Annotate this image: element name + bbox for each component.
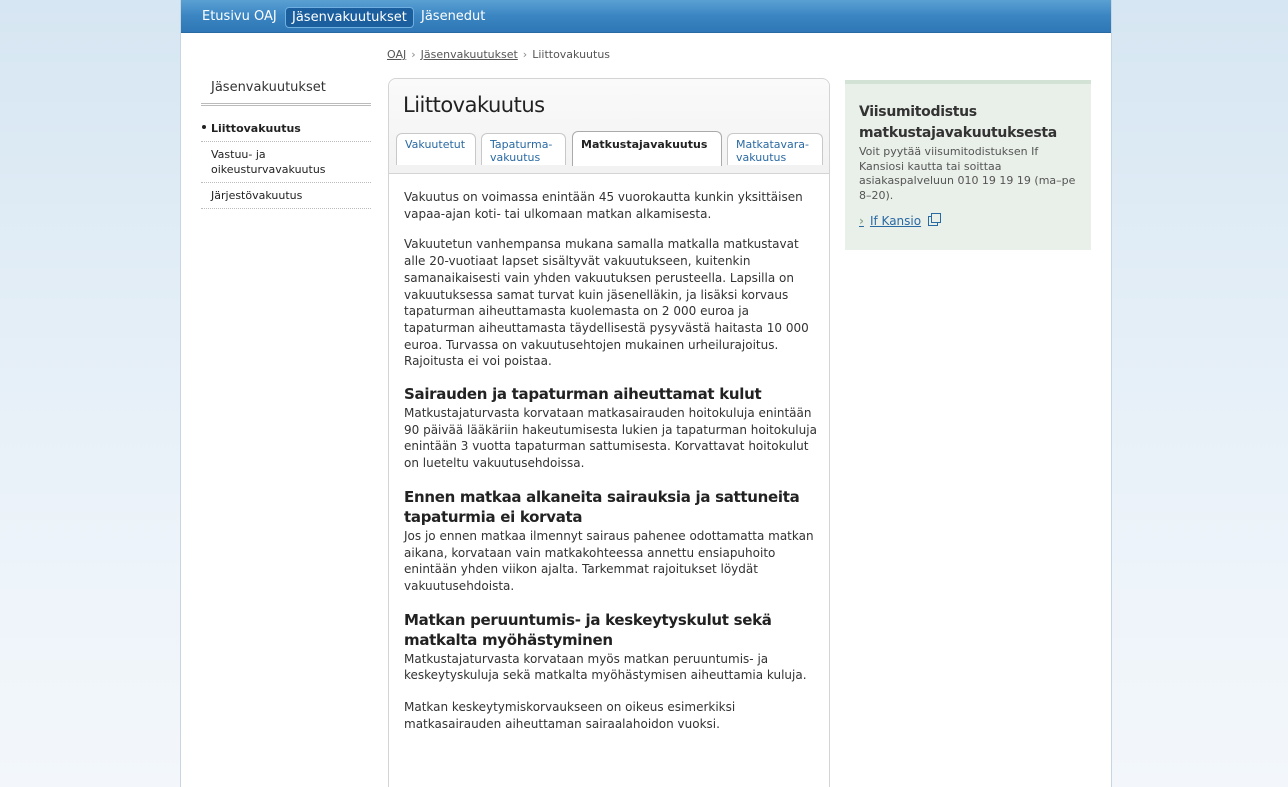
section-heading: Sairauden ja tapaturman aiheuttamat kulut bbox=[404, 385, 762, 404]
section-paragraph: Matkustajaturvasta korvataan myös matkan peruuntumis- ja keskeytyskuluja sekä matkalta myöhästymisen aiheuttamia kuluja. bbox=[404, 651, 807, 683]
tab-matkatavaravakuutus[interactable] bbox=[727, 133, 823, 165]
tab-matkustajavakuutus[interactable] bbox=[572, 131, 722, 166]
breadcrumb-separator: › bbox=[522, 48, 528, 61]
link-label: If Kansio bbox=[869, 214, 922, 228]
tab-label: Vakuutetut bbox=[405, 138, 466, 151]
nav-jasenedut[interactable]: Jäsenedut bbox=[421, 9, 486, 24]
section-heading: Matkan peruuntumis- ja keskeytyskulut sekä matkalta myöhästyminen bbox=[404, 610, 772, 649]
breadcrumb-current: Liittovakuutus bbox=[532, 48, 611, 61]
breadcrumb-jasenvakuutukset[interactable]: Jäsenvakuutukset bbox=[420, 48, 518, 61]
sidebox-title: Viisumitodistus matkustajavakuutuksesta bbox=[859, 104, 1057, 141]
tab-label: Tapaturma- vakuutus bbox=[490, 138, 553, 164]
leftnav-title: Jäsenvakuutukset bbox=[201, 78, 371, 106]
content-header bbox=[389, 79, 829, 174]
section-paragraph: Jos jo ennen matkaa ilmennyt sairaus pahenee odottamatta matkan aikana, korvataan vain matkakohteessa annettu ensiapuhoito enintään yhden viikon ajalta. Tarkemmat rajoitukset löydät vakuutusehdoista. bbox=[404, 528, 814, 593]
leftnav-item-vastuu[interactable]: Vastuu- ja oikeusturvavakuutus bbox=[201, 142, 371, 183]
leftnav-item-jarjestovakuutus[interactable]: Järjestövakuutus bbox=[201, 183, 371, 209]
if-kansio-link[interactable] bbox=[859, 214, 938, 228]
tab-vakuutetut[interactable] bbox=[396, 133, 476, 165]
sidebox-text: Voit pyytää viisumitodistuksen If Kansiosi kautta tai soittaa asiakaspalveluun 010 19 19 19 (ma–pe 8–20). bbox=[859, 145, 1076, 202]
tab-label: Matkatavara- vakuutus bbox=[736, 138, 809, 164]
visa-certificate-box bbox=[845, 80, 1091, 250]
external-link-icon bbox=[928, 216, 938, 226]
breadcrumb bbox=[387, 48, 610, 61]
nav-etusivu-oaj[interactable]: Etusivu OAJ bbox=[202, 9, 277, 24]
page-container bbox=[180, 0, 1112, 787]
leftnav-item-liittovakuutus[interactable]: Liittovakuutus bbox=[201, 116, 371, 142]
main-content bbox=[388, 78, 830, 787]
intro-paragraph: Vakuutus on voimassa enintään 45 vuorokautta kunkin yksittäisen vapaa-ajan koti- tai ulkomaan matkan alkamisesta. bbox=[404, 190, 803, 221]
section-paragraph: Matkan keskeytymiskorvaukseen on oikeus esimerkiksi matkasairauden aiheuttaman sairaalahoidon vuoksi. bbox=[404, 700, 736, 731]
left-navigation bbox=[201, 78, 371, 209]
tab-label: Matkustajavakuutus bbox=[581, 138, 708, 151]
page-title: Liittovakuutus bbox=[403, 93, 545, 117]
children-paragraph: Vakuutetun vanhempansa mukana samalla matkalla matkustavat alle 20-vuotiaat lapset sisältyvät vakuutukseen, kuitenkin samanaikaisesti vain yhden vakuutuksen perusteella. Lapsilla on vakuutuksessa samat turvat kuin jäsenelläkin, ja lisäksi korvaus tapaturman aiheuttamasta kuolemasta on 2 000 euroa ja tapaturman aiheuttamasta täydellisestä pysyvästä haitasta 10 000 euroa. Turvassa on vakuutusehtojen mukainen urheilurajoitus. Rajoitusta ei voi poistaa. bbox=[404, 237, 809, 369]
section-heading: Ennen matkaa alkaneita sairauksia ja sattuneita tapaturmia ei korvata bbox=[404, 487, 800, 526]
breadcrumb-oaj[interactable]: OAJ bbox=[387, 48, 407, 61]
breadcrumb-separator: › bbox=[411, 48, 416, 61]
nav-jasenvakuutukset[interactable]: Jäsenvakuutukset bbox=[285, 7, 414, 28]
chevron-right-icon: › bbox=[859, 214, 864, 228]
top-navigation bbox=[181, 0, 1111, 33]
tab-tapaturmavakuutus[interactable] bbox=[481, 133, 566, 165]
section-paragraph: Matkustajaturvasta korvataan matkasairauden hoitokuluja enintään 90 päivää lääkäriin hakeutumisesta lukien ja tapaturman hoitokuluja enintään 3 vuotta tapaturman sattumisesta. Korvattavat hoitokulut on lueteltu vakuutusehdoissa. bbox=[404, 406, 817, 471]
article-body bbox=[404, 189, 822, 746]
